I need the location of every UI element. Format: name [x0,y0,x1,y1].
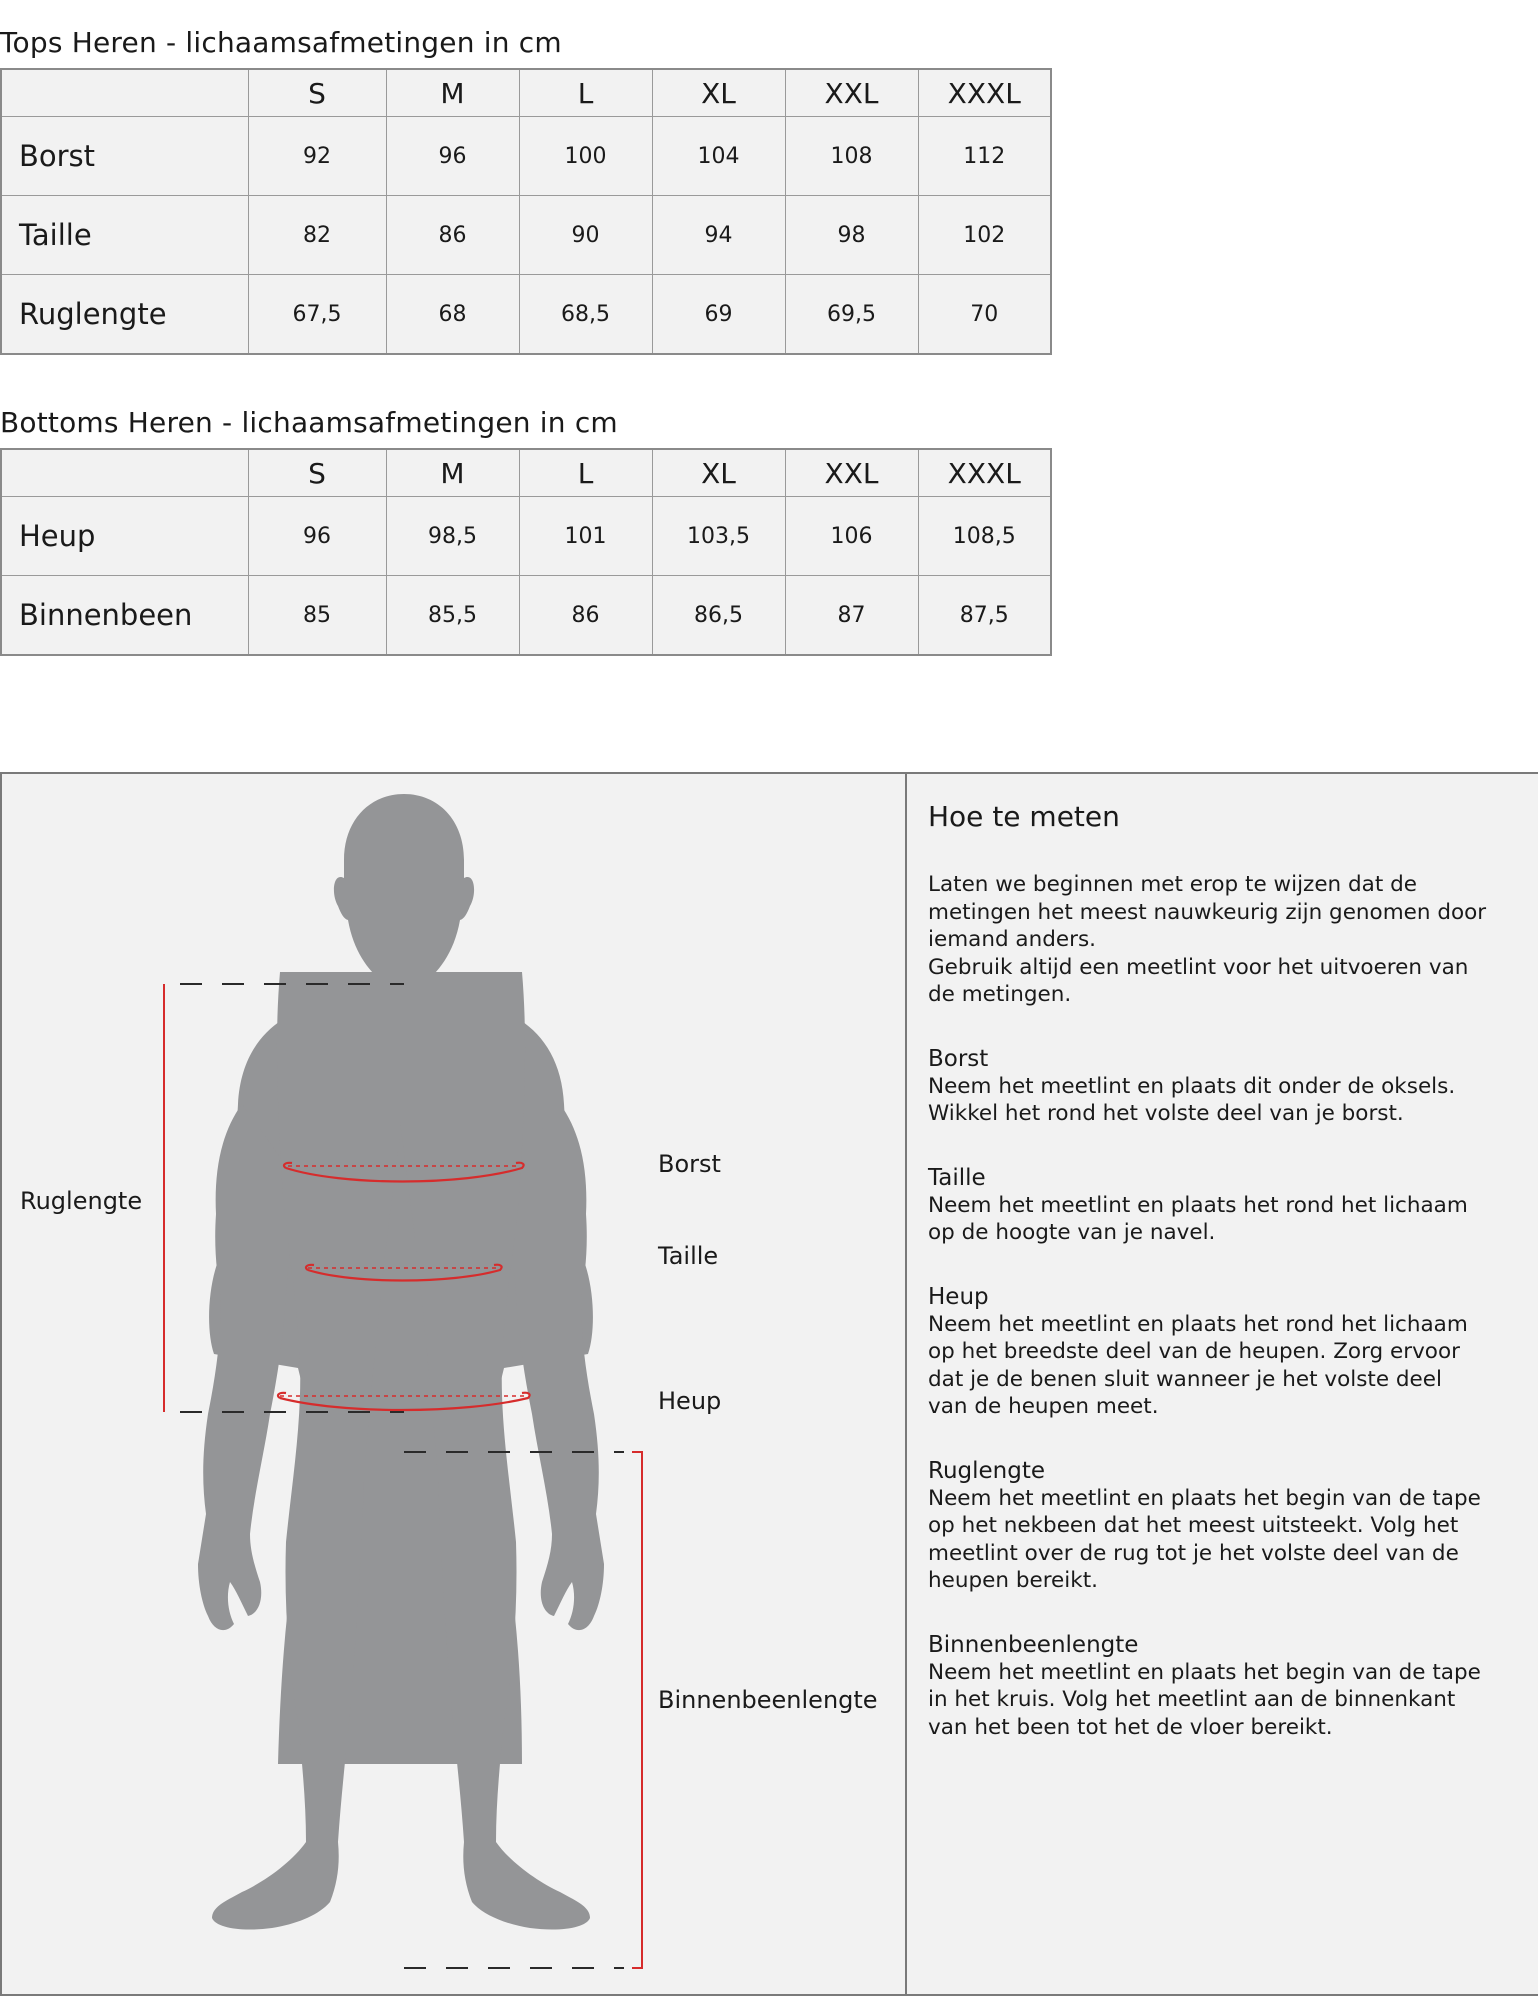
bottoms-table-title: Bottoms Heren - lichaamsafmetingen in cm [0,406,618,439]
row-label: Binnenbeen [1,576,248,656]
table-cell: 92 [248,117,386,196]
table-cell: 70 [918,275,1051,355]
table-cell: 108,5 [918,497,1051,576]
header-cell: L [519,449,652,497]
table-cell: 86,5 [652,576,785,656]
section-ruglengte [928,1457,1518,1595]
table-cell: 85,5 [386,576,519,656]
section-taille [928,1164,1518,1247]
table-cell: 86 [386,196,519,275]
table-cell: 86 [519,576,652,656]
header-cell: XXL [785,449,918,497]
table-cell: 98,5 [386,497,519,576]
table-row [1,497,1051,576]
section-heup [928,1283,1518,1421]
instructions-title: Hoe te meten [928,800,1120,833]
table-cell: 82 [248,196,386,275]
table-cell: 67,5 [248,275,386,355]
right-arm-shape [510,1104,604,1630]
table-header-row [1,69,1051,117]
table-cell: 106 [785,497,918,576]
intro-line: iemand anders. [928,927,1096,952]
table-cell: 100 [519,117,652,196]
label-taille: Taille [658,1242,719,1270]
intro-line: Laten we beginnen met erop te wijzen dat de [928,872,1417,897]
section-line: in het kruis. Volg het meetlint aan de binnenkant [928,1687,1456,1712]
header-cell: XXL [785,69,918,117]
header-cell [1,69,248,117]
label-binnenbeenlengte: Binnenbeenlengte [658,1686,878,1714]
table-cell: 94 [652,196,785,275]
row-label: Taille [1,196,248,275]
label-heup: Heup [658,1387,722,1415]
section-line: Neem het meetlint en plaats het begin van de tape [928,1659,1481,1685]
tops-size-table [0,68,1052,355]
header-cell: M [386,449,519,497]
table-cell: 96 [386,117,519,196]
table-cell: 103,5 [652,497,785,576]
table-cell: 68 [386,275,519,355]
table-cell: 90 [519,196,652,275]
section-binnenbeenlengte [928,1631,1518,1742]
body-silhouette [198,794,604,1930]
row-label: Borst [1,117,248,196]
section-title: Taille [928,1164,986,1191]
table-cell: 69,5 [785,275,918,355]
section-title: Borst [928,1045,989,1072]
header-cell: L [519,69,652,117]
table-cell: 102 [918,196,1051,275]
intro-line: Gebruik altijd een meetlint voor het uitvoeren van [928,954,1469,980]
header-cell: XL [652,69,785,117]
table-cell: 69 [652,275,785,355]
table-cell: 104 [652,117,785,196]
row-label: Ruglengte [1,275,248,355]
section-line: op de hoogte van je navel. [928,1220,1216,1245]
table-row [1,117,1051,196]
header-cell: XL [652,449,785,497]
section-title: Heup [928,1283,989,1310]
inseam-bracket [632,1452,642,1968]
section-line: Wikkel het rond het volste deel van je borst. [928,1101,1404,1126]
intro-line: metingen het meest nauwkeurig zijn genomen door [928,899,1487,925]
section-line: op het breedste deel van de heupen. Zorg ervoor [928,1339,1460,1364]
figure-area [2,774,905,1994]
table-cell: 85 [248,576,386,656]
body-figure-illustration [2,774,905,1994]
section-line: van de heupen meet. [928,1394,1159,1419]
table-header-row [1,449,1051,497]
header-cell: S [248,69,386,117]
intro-line: de metingen. [928,982,1072,1007]
header-cell [1,449,248,497]
section-line: heupen bereikt. [928,1568,1098,1593]
table-cell: 98 [785,196,918,275]
table-row [1,196,1051,275]
table-cell: 108 [785,117,918,196]
bottoms-size-table [0,448,1052,656]
table-cell: 112 [918,117,1051,196]
measurement-guide-panel [0,772,1538,1996]
instructions-column [928,800,1518,1741]
section-line: dat je de benen sluit wanneer je het volste deel [928,1366,1442,1392]
section-line: Neem het meetlint en plaats het rond het lichaam [928,1311,1468,1337]
left-arm-shape [198,1104,292,1630]
label-ruglengte: Ruglengte [20,1187,143,1215]
section-title: Binnenbeenlengte [928,1631,1139,1658]
section-line: Neem het meetlint en plaats het rond het lichaam [928,1192,1468,1218]
section-line: Neem het meetlint en plaats het begin van de tape [928,1485,1481,1511]
table-cell: 68,5 [519,275,652,355]
tops-table-title: Tops Heren - lichaamsafmetingen in cm [0,26,562,59]
table-cell: 96 [248,497,386,576]
label-borst: Borst [658,1150,721,1178]
table-row [1,275,1051,355]
section-line: op het nekbeen dat het meest uitsteekt. Volg het [928,1513,1459,1538]
section-line: meetlint over de rug tot je het volste deel van de [928,1540,1459,1566]
header-cell: XXXL [918,69,1051,117]
section-title: Ruglengte [928,1457,1046,1484]
intro-text [928,871,1518,1009]
section-borst [928,1045,1518,1128]
header-cell: XXXL [918,449,1051,497]
header-cell: S [248,449,386,497]
table-cell: 101 [519,497,652,576]
header-cell: M [386,69,519,117]
section-line: van het been tot het de vloer bereikt. [928,1714,1333,1740]
row-label: Heup [1,497,248,576]
section-line: Neem het meetlint en plaats dit onder de oksels. [928,1073,1456,1099]
table-cell: 87,5 [918,576,1051,656]
table-row [1,576,1051,656]
panel-divider [905,774,907,1994]
table-cell: 87 [785,576,918,656]
